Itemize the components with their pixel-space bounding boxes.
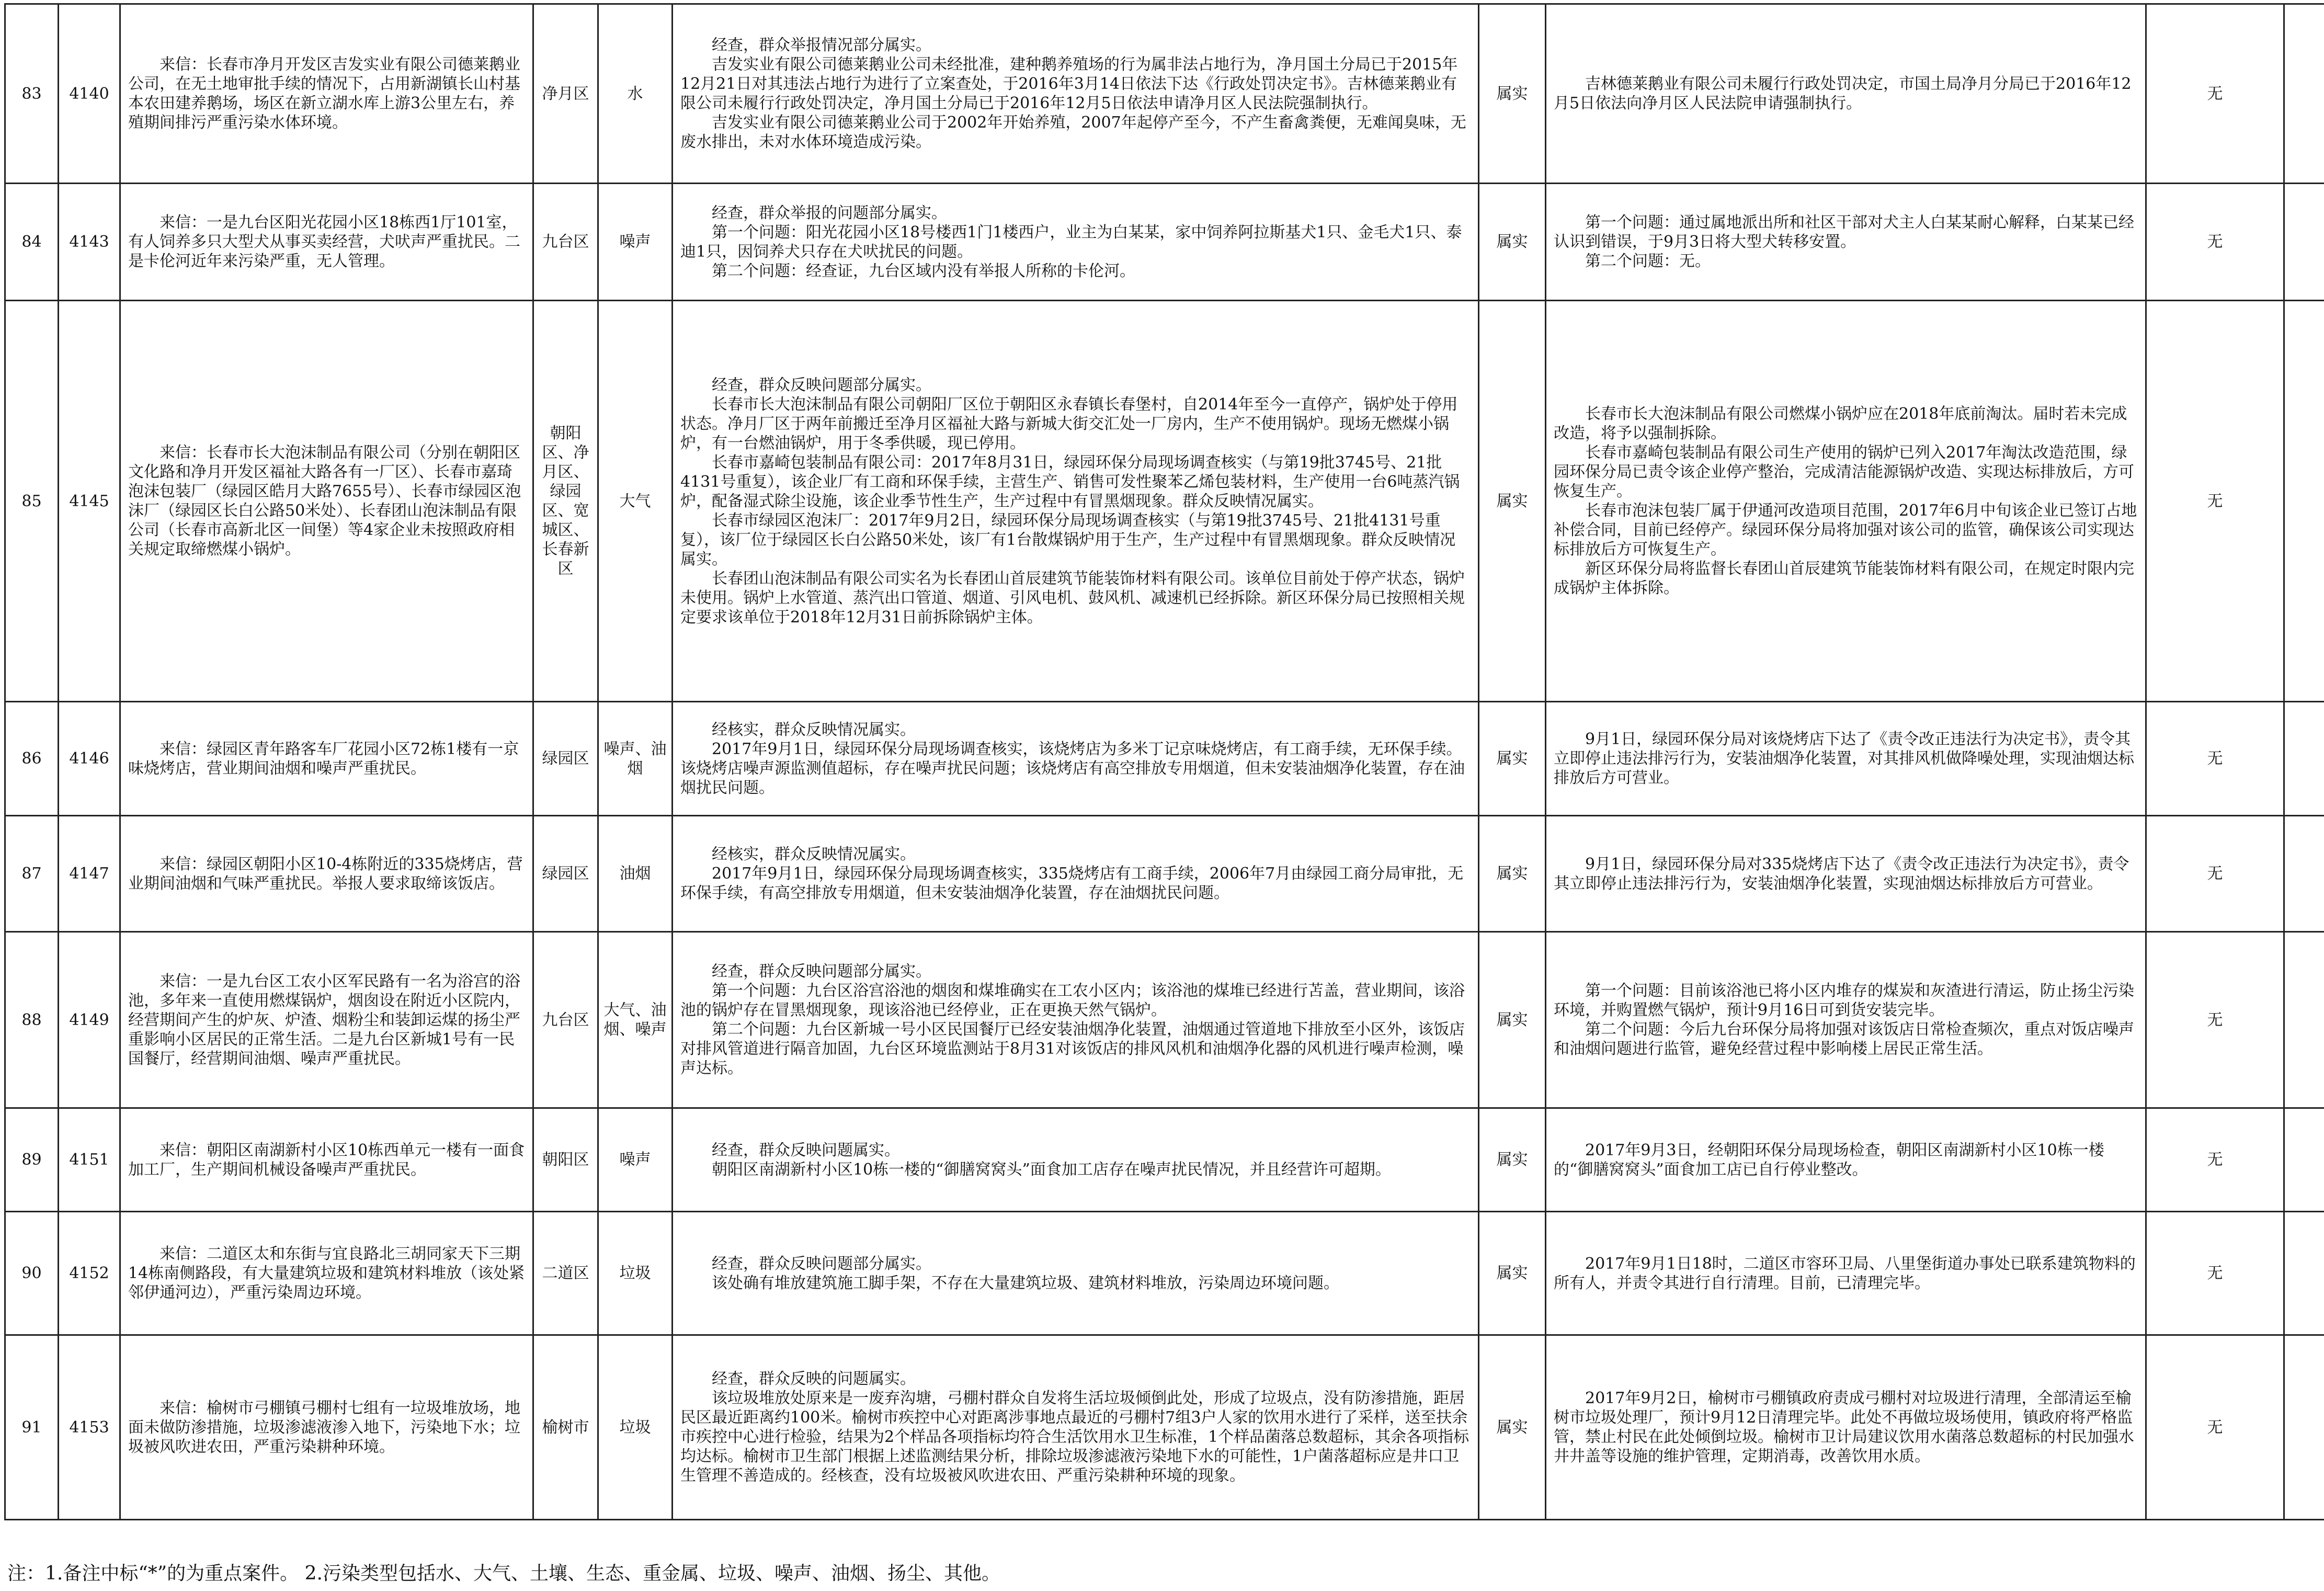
findings-cell-paragraph: 长春市长大泡沫制品有限公司朝阳厂区位于朝阳区永春镇长春堡村，自2014年至今一直停产，锅炉处于停用状态。净月厂区于两年前搬迁至净月区福祉大路与新城大街交汇处一厂房内，生产不使用锅炉。现场无燃煤小锅炉，有一台燃油锅炉，用于冬季供暖，现已停用。 (680, 395, 1458, 452)
complaint-text: 来信：长春市净月开发区吉发实业有限公司德莱鹅业公司，在无土地审批手续的情况下，占用新湖镇长山村基本农田建养鹅场，场区在新立湖水库上游3公里左右，养殖期间排污严重污染水体环境。 (128, 55, 520, 132)
handling-cell (1546, 816, 2146, 932)
findings-cell-paragraph: 经核实，群众反映情况属实。 (712, 845, 916, 863)
findings-cell (673, 4, 1479, 184)
handling-cell-paragraph: 9月1日，绿园环保分局对335烧烤店下达了《责令改正违法行为决定书》，责令其立即停止违法排污行为，安装油烟净化装置，实现油烟达标排放后方可营业。 (1554, 855, 2129, 893)
findings-cell (673, 301, 1479, 702)
findings-cell-paragraph: 经查，群众反映的问题属实。 (712, 1370, 916, 1388)
verdict-cell: 属实 (1479, 4, 1546, 184)
complaint-cell (120, 184, 533, 301)
remark-cell (2284, 4, 2324, 184)
district-cell: 榆树市 (533, 1335, 598, 1520)
handling-cell-paragraph: 第一个问题：通过属地派出所和社区干部对犬主人白某某耐心解释，白某某已经认识到错误，于9月3日将大型犬转移安置。 (1554, 213, 2134, 251)
complaint-cell (120, 1212, 533, 1335)
findings-cell-paragraph: 经查，群众反映问题部分属实。 (712, 376, 931, 394)
findings-cell-paragraph: 第一个问题：九台区浴宫浴池的烟囱和煤堆确实在工农小区内；该浴池的煤堆已经进行苫盖，营业期间，该浴池的锅炉存在冒黑烟现象，现该浴池已经停业，正在更换天然气锅炉。 (680, 982, 1465, 1019)
row-number-cell: 86 (5, 702, 59, 816)
findings-cell-paragraph: 长春市绿园区泡沫厂：2017年9月2日，绿园环保分局现场调查核实（与第19批3745号、21批4131号重复），该厂位于绿园区长白公路50米处，该厂有1台散煤锅炉用于生产，生产过程中有冒黑烟现象。群众反映情况属实。 (680, 511, 1456, 569)
table-row (5, 184, 2324, 301)
findings-cell-paragraph: 2017年9月1日，绿园环保分局现场调查核实，335烧烤店有工商手续，2006年7月由绿园工商分局审批，无环保手续，有高空排放专用烟道，但未安装油烟净化装置，存在油烟扰民问题。 (680, 865, 1464, 902)
district-cell: 朝阳区 (533, 1108, 598, 1212)
district-cell: 九台区 (533, 184, 598, 301)
pollution-type-cell: 油烟 (598, 816, 673, 932)
verdict-cell: 属实 (1479, 301, 1546, 702)
row-number-cell: 91 (5, 1335, 59, 1520)
case-id-cell: 4140 (59, 4, 120, 184)
pollution-type-cell: 水 (598, 4, 673, 184)
verdict-cell: 属实 (1479, 932, 1546, 1108)
findings-cell-paragraph: 经查，群众反映问题部分属实。 (712, 1254, 931, 1273)
district-cell: 净月区 (533, 4, 598, 184)
accountability-cell: 无 (2146, 301, 2284, 702)
findings-cell-paragraph: 长春团山泡沫制品有限公司实名为长春团山首辰建筑节能装饰材料有限公司。该单位目前处于停产状态，锅炉未使用。锅炉上水管道、蒸汽出口管道、烟道、引风电机、鼓风机、减速机已经拆除。新区环保分局已按照相关规定要求该单位于2018年12月31日前拆除锅炉主体。 (680, 569, 1465, 627)
district-cell: 二道区 (533, 1212, 598, 1335)
row-number-cell: 84 (5, 184, 59, 301)
case-id-cell: 4149 (59, 932, 120, 1108)
handling-cell (1546, 184, 2146, 301)
table-row (5, 702, 2324, 816)
handling-cell-paragraph: 长春市泡沫包装厂属于伊通河改造项目范围，2017年6月中旬该企业已签订占地补偿合同，目前已经停产。绿园环保分局将加强对该公司的监管，确保该公司实现达标排放后方可恢复生产。 (1554, 502, 2137, 559)
accountability-cell: 无 (2146, 932, 2284, 1108)
findings-cell (673, 816, 1479, 932)
complaint-text: 来信：一是九台区工农小区军民路有一名为浴宫的浴池，多年来一直使用燃煤锅炉，烟囱设在附近小区院内，经营期间产生的炉灰、炉渣、烟粉尘和装卸运煤的扬尘严重影响小区居民的正常生活。二是九台区新城1号有一民国餐厅，经营期间油烟、噪声严重扰民。 (128, 972, 520, 1068)
accountability-cell: 无 (2146, 1108, 2284, 1212)
handling-cell-paragraph: 长春市嘉崎包装制品有限公司生产使用的锅炉已列入2017年淘汰改造范围，绿园环保分局已责令该企业停产整治，完成清洁能源锅炉改造、实现达标排放后，方可恢复生产。 (1554, 444, 2134, 501)
district-cell: 朝阳区、净月区、绿园区、宽城区、长春新区 (533, 301, 598, 702)
complaint-text: 来信：一是九台区阳光花园小区18栋西1厅101室，有人饲养多只大型犬从事买卖经营，犬吠声严重扰民。二是卡伦河近年来污染严重，无人管理。 (128, 213, 520, 270)
findings-cell-paragraph: 吉发实业有限公司德莱鹅业公司未经批准，建种鹅养殖场的行为属非法占地行为，净月国土分局已于2015年12月21日对其违法占地行为进行了立案查处，于2016年3月14日依法下达《行政处罚决定书》。吉林德莱鹅业有限公司未履行行政处罚决定，净月国土分局已于2016年12月5日依法申请净月区人民法院强制执行。 (680, 55, 1458, 112)
remark-cell (2284, 301, 2324, 702)
handling-cell (1546, 702, 2146, 816)
handling-cell-paragraph: 长春市长大泡沫制品有限公司燃煤小锅炉应在2018年底前淘汰。届时若未完成改造，将予以强制拆除。 (1554, 405, 2127, 442)
table-row (5, 932, 2324, 1108)
handling-cell (1546, 932, 2146, 1108)
accountability-cell: 无 (2146, 816, 2284, 932)
handling-cell (1546, 1212, 2146, 1335)
table-row (5, 816, 2324, 932)
remark-cell (2284, 184, 2324, 301)
case-id-cell: 4151 (59, 1108, 120, 1212)
pollution-type-cell: 噪声 (598, 1108, 673, 1212)
findings-cell-paragraph: 经查，群众反映问题属实。 (712, 1141, 900, 1160)
handling-cell-paragraph: 第二个问题：无。 (1585, 252, 1711, 270)
complaint-text: 来信：二道区太和东街与宜良路北三胡同家天下三期14栋南侧路段，有大量建筑垃圾和建筑材料堆放（该处紧邻伊通河边），严重污染周边环境。 (128, 1245, 525, 1302)
pollution-type-cell: 噪声 (598, 184, 673, 301)
complaint-cell (120, 816, 533, 932)
findings-cell (673, 1212, 1479, 1335)
row-number-cell: 89 (5, 1108, 59, 1212)
remark-cell (2284, 932, 2324, 1108)
handling-cell (1546, 4, 2146, 184)
district-cell: 绿园区 (533, 702, 598, 816)
findings-cell-paragraph: 经查，群众举报的问题部分属实。 (712, 203, 947, 222)
complaint-cell (120, 301, 533, 702)
handling-cell-paragraph: 2017年9月2日，榆树市弓棚镇政府责成弓棚村对垃圾进行清理，全部清运至榆树市垃圾处理厂，预计9月12日清理完毕。此处不再做垃圾场使用，镇政府将严格监管，禁止村民在此处倾倒垃圾。榆树市卫计局建议饮用水菌落总数超标的村民加强水井井盖等设施的维护管理，定期消毒，改善饮用水质。 (1554, 1389, 2134, 1465)
handling-cell-paragraph: 2017年9月3日，经朝阳环保分局现场检查，朝阳区南湖新村小区10栋一楼的“御膳窝窝头”面食加工店已自行停业整改。 (1554, 1141, 2104, 1179)
verdict-cell: 属实 (1479, 702, 1546, 816)
complaint-cell (120, 932, 533, 1108)
findings-cell-paragraph: 该垃圾堆放处原来是一废弃沟塘，弓棚村群众自发将生活垃圾倾倒此处，形成了垃圾点，没有防渗措施，距居民区最近距离约100米。榆树市疾控中心对距离涉事地点最近的弓棚村7组3户人家的饮用水进行了采样，送至扶余市疾控中心进行检验，结果为2个样品各项指标均符合生活饮用水卫生标准，1个样品菌落总数超标，其余各项指标均达标。榆树市卫生部门根据上述监测结果分析，排除垃圾渗滤液污染地下水的可能性，1户菌落超标应是井口卫生管理不善造成的。经核查，没有垃圾被风吹进农田、严重污染耕种环境的现象。 (680, 1389, 1469, 1485)
district-cell: 九台区 (533, 932, 598, 1108)
verdict-cell: 属实 (1479, 1108, 1546, 1212)
verdict-cell: 属实 (1479, 184, 1546, 301)
district-cell: 绿园区 (533, 816, 598, 932)
remark-cell (2284, 702, 2324, 816)
handling-cell-paragraph: 9月1日，绿园环保分局对该烧烤店下达了《责令改正违法行为决定书》，责令其立即停止违法排污行为，安装油烟净化装置，对其排风机做降噪处理，实现油烟达标排放后方可营业。 (1554, 730, 2134, 787)
complaint-text: 来信：榆树市弓棚镇弓棚村七组有一垃圾堆放场，地面未做防渗措施，垃圾渗滤液渗入地下，污染地下水；垃圾被风吹进农田，严重污染耕种环境。 (128, 1399, 520, 1456)
handling-cell (1546, 1108, 2146, 1212)
row-number-cell: 90 (5, 1212, 59, 1335)
row-number-cell: 83 (5, 4, 59, 184)
table-row (5, 1335, 2324, 1520)
case-id-cell: 4147 (59, 816, 120, 932)
footnote: 注：1.备注中标“*”的为重点案件。 2.污染类型包括水、大气、土壤、生态、重金属、垃圾、噪声、油烟、扬尘、其他。 (7, 1563, 1000, 1584)
remark-cell (2284, 1108, 2324, 1212)
pollution-type-cell: 垃圾 (598, 1212, 673, 1335)
accountability-cell: 无 (2146, 1335, 2284, 1520)
case-id-cell: 4152 (59, 1212, 120, 1335)
verdict-cell: 属实 (1479, 1212, 1546, 1335)
remark-cell (2284, 816, 2324, 932)
findings-cell-paragraph: 经查，群众举报情况部分属实。 (712, 36, 931, 54)
findings-cell-paragraph: 经查，群众反映问题部分属实。 (712, 962, 931, 981)
pollution-type-cell: 大气 (598, 301, 673, 702)
findings-cell (673, 1108, 1479, 1212)
table-body (5, 4, 2324, 1520)
remark-cell (2284, 1212, 2324, 1335)
findings-cell-paragraph: 第二个问题：经查证，九台区域内没有举报人所称的卡伦河。 (712, 262, 1135, 280)
pollution-type-cell: 垃圾 (598, 1335, 673, 1520)
findings-cell-paragraph: 朝阳区南湖新村小区10栋一楼的“御膳窝窝头”面食加工店存在噪声扰民情况，并且经营许可超期。 (712, 1160, 1391, 1179)
case-id-cell: 4143 (59, 184, 120, 301)
handling-cell-paragraph: 第一个问题：目前该浴池已将小区内堆存的煤炭和灰渣进行清运，防止扬尘污染环境，并购置燃气锅炉，预计9月16日可到货安装完毕。 (1554, 982, 2134, 1019)
table-row (5, 1108, 2324, 1212)
row-number-cell: 87 (5, 816, 59, 932)
findings-cell-paragraph: 长春市嘉崎包装制品有限公司：2017年8月31日，绿园环保分局现场调查核实（与第19批3745号、21批4131号重复），该企业厂有工商和环保手续，主营生产、销售可发性聚苯乙烯包装材料，生产使用一台6吨蒸汽锅炉，配备湿式除尘设施，该企业季节性生产，生产过程中有冒黑烟现象。群众反映情况属实。 (680, 453, 1460, 510)
findings-cell (673, 184, 1479, 301)
findings-cell-paragraph: 第一个问题：阳光花园小区18号楼西1门1楼西户，业主为白某某，家中饲养阿拉斯基犬1只、金毛犬1只、泰迪1只，因饲养犬只存在犬吠扰民的问题。 (680, 223, 1462, 261)
findings-cell-paragraph: 经核实，群众反映情况属实。 (712, 720, 916, 739)
handling-cell-paragraph: 吉林德莱鹅业有限公司未履行行政处罚决定，市国土局净月分局已于2016年12月5日依法向净月区人民法院申请强制执行。 (1554, 75, 2132, 112)
complaint-text: 来信：朝阳区南湖新村小区10栋西单元一楼有一面食加工厂，生产期间机械设备噪声严重扰民。 (128, 1141, 525, 1179)
handling-cell-paragraph: 第二个问题：今后九台环保分局将加强对该饭店日常检查频次，重点对饭店噪声和油烟问题进行监管，避免经营过程中影响楼上居民正常生活。 (1554, 1020, 2134, 1058)
complaint-cell (120, 702, 533, 816)
complaint-cell (120, 1335, 533, 1520)
row-number-cell: 88 (5, 932, 59, 1108)
case-table (4, 3, 2324, 1520)
handling-cell (1546, 301, 2146, 702)
case-id-cell: 4146 (59, 702, 120, 816)
verdict-cell: 属实 (1479, 816, 1546, 932)
findings-cell (673, 932, 1479, 1108)
table-row (5, 1212, 2324, 1335)
findings-cell (673, 1335, 1479, 1520)
pollution-type-cell: 大气、油烟、噪声 (598, 932, 673, 1108)
accountability-cell: 无 (2146, 702, 2284, 816)
table-row (5, 301, 2324, 702)
table-row (5, 4, 2324, 184)
complaint-cell (120, 4, 533, 184)
handling-cell-paragraph: 新区环保分局将监督长春团山首辰建筑节能装饰材料有限公司，在规定时限内完成锅炉主体拆除。 (1554, 560, 2134, 597)
findings-cell-paragraph: 吉发实业有限公司德莱鹅业公司于2002年开始养殖，2007年起停产至今，不产生畜禽粪便，无难闻臭味，无废水排出，未对水体环境造成污染。 (680, 113, 1466, 151)
findings-cell (673, 702, 1479, 816)
case-id-cell: 4145 (59, 301, 120, 702)
complaint-text: 来信：绿园区朝阳小区10-4栋附近的335烧烤店，营业期间油烟和气味严重扰民。举报人要求取缔该饭店。 (128, 855, 523, 893)
complaint-text: 来信：长春市长大泡沫制品有限公司（分别在朝阳区文化路和净月开发区福祉大路各有一厂区）、长春市嘉琦泡沫包装厂（绿园区皓月大路7655号）、长春市绿园区泡沫厂（绿园区长白公路50米处）、长春团山泡沫制品有限公司（长春市高新北区一间堡）等4家企业未按照政府相关规定取缔燃煤小锅炉。 (128, 444, 521, 559)
complaint-text: 来信：绿园区青年路客车厂花园小区72栋1楼有一京味烧烤店，营业期间油烟和噪声严重扰民。 (128, 740, 519, 778)
remark-cell (2284, 1335, 2324, 1520)
handling-cell (1546, 1335, 2146, 1520)
pollution-type-cell: 噪声、油烟 (598, 702, 673, 816)
accountability-cell: 无 (2146, 184, 2284, 301)
verdict-cell: 属实 (1479, 1335, 1546, 1520)
findings-cell-paragraph: 2017年9月1日，绿园环保分局现场调查核实，该烧烤店为多米丁记京味烧烤店，有工商手续，无环保手续。该烧烤店噪声源监测值超标，存在噪声扰民问题；该烧烤店有高空排放专用烟道，但未安装油烟净化装置，存在油烟扰民问题。 (680, 740, 1465, 797)
findings-cell-paragraph: 第二个问题：九台区新城一号小区民国餐厅已经安装油烟净化装置，油烟通过管道地下排放至小区外，该饭店对排风管道进行隔音加固，九台区环境监测站于8月31对该饭店的排风风机和油烟净化器的风机进行噪声检测，噪声达标。 (680, 1020, 1465, 1077)
row-number-cell: 85 (5, 301, 59, 702)
accountability-cell: 无 (2146, 1212, 2284, 1335)
findings-cell-paragraph: 该处确有堆放建筑施工脚手架，不存在大量建筑垃圾、建筑材料堆放，污染周边环境问题。 (712, 1274, 1339, 1292)
handling-cell-paragraph: 2017年9月1日18时，二道区市容环卫局、八里堡街道办事处已联系建筑物料的所有人，并责令其进行自行清理。目前，已清理完毕。 (1554, 1254, 2136, 1292)
accountability-cell: 无 (2146, 4, 2284, 184)
case-id-cell: 4153 (59, 1335, 120, 1520)
complaint-cell (120, 1108, 533, 1212)
